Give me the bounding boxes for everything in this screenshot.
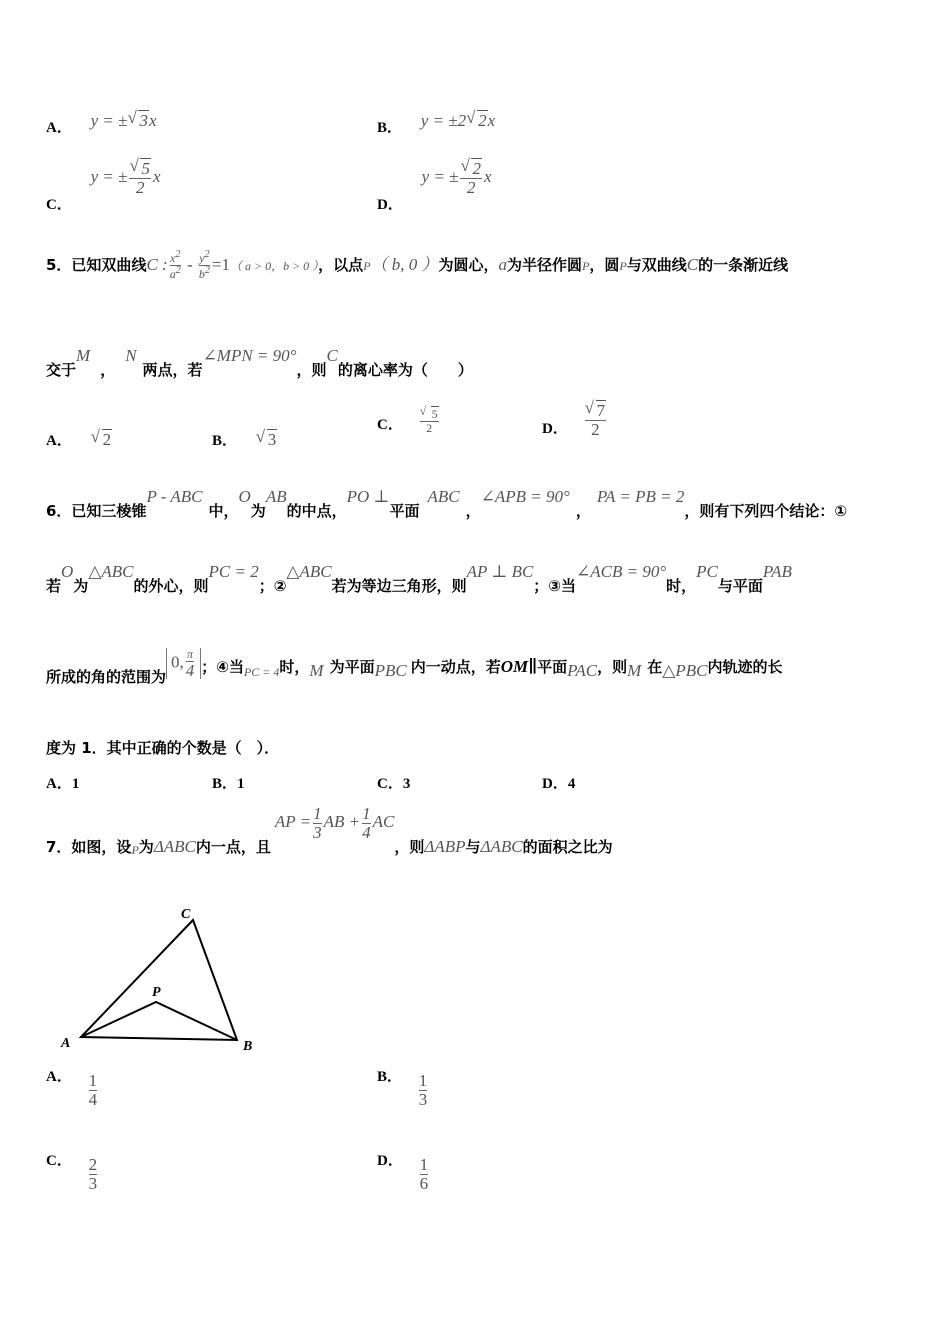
expr-suffix: x xyxy=(487,111,496,130)
vertex-label-p: P xyxy=(152,985,161,1000)
triangle-pbc: △PBC xyxy=(662,661,708,681)
radicand: 7 xyxy=(596,401,606,420)
point-m: M xyxy=(76,346,91,365)
point-p: P xyxy=(619,259,627,273)
fraction-y2-b2: $\frac{y^2}{b^2}$ xyxy=(198,249,210,281)
expr-suffix: x xyxy=(152,167,161,187)
angle-interval: 0, $\frac{\pi}{4}$ xyxy=(166,648,201,679)
q7-option-b[interactable] xyxy=(377,1068,429,1109)
equals-one: =1 xyxy=(211,255,230,274)
q6-text: 的中点， xyxy=(286,502,347,520)
q4-option-b[interactable] xyxy=(377,111,496,137)
q6-option-b[interactable]: B．1 xyxy=(212,776,245,792)
q5-text: 交于 xyxy=(46,361,77,379)
expr-suffix: x xyxy=(148,111,157,130)
plane-abc: ABC xyxy=(427,487,460,506)
denominator: 2 xyxy=(135,177,145,197)
q5-line-2 xyxy=(46,345,473,379)
q6-text: 内一动点，若 xyxy=(410,658,501,677)
q6-option-a[interactable]: A．1 xyxy=(46,776,80,792)
q4-option-a[interactable] xyxy=(46,111,157,137)
q6-option-d[interactable]: D．4 xyxy=(542,776,576,792)
option-label: C． xyxy=(377,416,403,433)
pc-eq-2: PC = 2 xyxy=(208,562,259,581)
radicand: 2 xyxy=(102,430,112,449)
option-label: D． xyxy=(377,197,403,214)
q5-text: 的离心率为（ ） xyxy=(337,361,473,379)
q7-option-a[interactable] xyxy=(46,1068,99,1109)
q5-option-d[interactable] xyxy=(542,402,608,439)
q6-text: 中， xyxy=(208,502,239,520)
q5-text: 的一条渐近线 xyxy=(698,256,789,274)
point-n: N xyxy=(125,346,137,365)
q7-line-1 xyxy=(46,804,613,858)
option-label: C． xyxy=(46,197,72,214)
denominator: 2 xyxy=(591,419,600,439)
center: （ b, 0 ） xyxy=(370,255,439,274)
fraction-x2-a2: $\frac{x^2}{a^2}$ xyxy=(169,249,181,281)
numerator: 2 xyxy=(88,1155,98,1174)
denominator: 2 xyxy=(466,177,476,197)
q6-text: 平面 xyxy=(537,658,568,677)
q4-option-d[interactable] xyxy=(377,159,492,214)
q6-text: 若为等边三角形，则 xyxy=(331,577,467,595)
q6-text: 若 xyxy=(46,577,62,595)
curve-c: C xyxy=(326,346,338,365)
point-m: M xyxy=(627,661,642,681)
option-label: C． xyxy=(46,1152,72,1169)
q7-text: 内一点，且 xyxy=(195,838,271,857)
numerator: 1 xyxy=(88,1071,98,1090)
option-expression xyxy=(90,159,161,197)
plane-pac: PAC xyxy=(567,661,598,681)
q5-text: ，圆 xyxy=(589,256,620,274)
numerator: 1 xyxy=(419,1155,429,1174)
q6-text: 所成的角的范围为 xyxy=(46,668,167,687)
triangle-figure xyxy=(55,900,275,1060)
triangle-abc: △ABC xyxy=(286,562,332,581)
pyramid: P - ABC xyxy=(146,487,203,506)
q6-text: ， xyxy=(465,502,481,520)
triangle-abc: ΔABC xyxy=(480,837,523,857)
point-o: O xyxy=(238,487,251,506)
option-label: A． xyxy=(46,433,72,449)
option-label: B． xyxy=(377,120,403,136)
q5-option-a[interactable] xyxy=(46,429,112,450)
q6-text: 与平面 xyxy=(717,577,763,595)
q6-text: 时， xyxy=(279,658,310,677)
q6-text: ， xyxy=(575,502,591,520)
q6-line-2 xyxy=(46,561,792,595)
q7-text: 与 xyxy=(465,838,481,857)
option-label: B． xyxy=(212,433,238,449)
q6-text: 为 xyxy=(250,502,266,520)
denominator: 6 xyxy=(419,1173,429,1193)
radicand: 5 xyxy=(431,407,438,421)
numerator: 1 xyxy=(418,1071,428,1090)
option-expression xyxy=(421,111,495,130)
angle-apb: ∠APB = 90° xyxy=(480,487,570,506)
segment-pc: PC xyxy=(696,562,718,581)
plane-pab: PAB xyxy=(762,562,792,581)
q6-text: 为 xyxy=(73,577,89,595)
expr-prefix: y = ±2 xyxy=(420,111,467,130)
q5-text: ， xyxy=(100,361,116,379)
q7-option-c[interactable] xyxy=(46,1152,99,1193)
po-perp: PO ⊥ xyxy=(346,487,390,506)
q5-option-c[interactable] xyxy=(377,408,441,434)
option-label: D． xyxy=(542,420,568,437)
q6-option-c[interactable]: C．3 xyxy=(377,776,411,792)
point-p: P xyxy=(582,259,590,273)
q6-text: 在 xyxy=(647,658,663,677)
denominator: 3 xyxy=(88,1173,98,1193)
q6-text: 内轨迹的长 xyxy=(707,658,783,677)
q4-option-c[interactable] xyxy=(46,159,161,214)
q6-line-1 xyxy=(46,486,848,520)
q6-line-3 xyxy=(46,647,783,687)
option-label: A． xyxy=(46,120,72,136)
q7-option-d[interactable] xyxy=(377,1152,430,1193)
angle-acb: ∠ACB = 90° xyxy=(576,562,667,581)
triangle-abp: ΔABP xyxy=(424,837,466,857)
q5-option-b[interactable] xyxy=(212,429,277,450)
q6-text: ；② xyxy=(258,577,287,595)
angle-mpn: ∠MPN = 90° xyxy=(202,346,297,365)
triangle-abc: ΔABC xyxy=(153,837,196,857)
ap-perp-bc: AP ⊥ BC xyxy=(466,562,534,581)
q5-text: ，以点 xyxy=(318,256,364,274)
option-expression xyxy=(91,111,157,130)
denominator: 4 xyxy=(88,1089,98,1109)
expr-prefix: y = ± xyxy=(90,111,128,130)
q7-text: ，则 xyxy=(394,838,425,857)
radicand: 3 xyxy=(139,111,148,130)
point-p: P xyxy=(363,259,371,273)
q6-text: 为平面 xyxy=(329,658,375,677)
denominator: 2 xyxy=(426,420,433,435)
q7-text: 的面积之比为 xyxy=(522,838,613,857)
q6-text: 平面 xyxy=(389,502,420,520)
expr-prefix: y = ± xyxy=(421,167,459,187)
pc-eq-4: PC = 4 xyxy=(243,665,280,680)
triangle-abc-shape xyxy=(81,920,237,1040)
option-label: D． xyxy=(377,1152,403,1169)
expr-suffix: x xyxy=(483,167,492,187)
q7-text: 为 xyxy=(138,838,154,857)
condition: （ a > 0，b > 0 ） xyxy=(229,259,319,273)
curve-c: C xyxy=(686,255,699,274)
vector-equation: AP = $\frac{1}{3}$ AB + $\frac{1}{4}$ AC xyxy=(274,804,395,842)
vertex-label-c: C xyxy=(181,907,191,922)
point-o: O xyxy=(61,562,74,581)
om-parallel: OM∥ xyxy=(500,657,538,677)
point-p: P xyxy=(131,843,139,858)
option-label: B． xyxy=(377,1068,403,1085)
triangle-abp-shape xyxy=(81,1002,237,1040)
point-m: M xyxy=(309,661,324,681)
radicand: 3 xyxy=(267,430,277,449)
q6-text: 时， xyxy=(666,577,697,595)
curve-name: C : xyxy=(146,255,168,274)
radicand: 2 xyxy=(478,111,487,130)
q6-line-4: 度为 1．其中正确的个数是（ ）． xyxy=(46,739,280,757)
expr-prefix: y = ± xyxy=(90,167,128,187)
radicand: 5 xyxy=(141,159,150,178)
q5-line-1: 5．已知双曲线C : $\frac{x^2}{a^2}$ - $\frac{y^2}{b^2}$ =1（ a > 0，b > 0 ），以点P（ b, 0 ）为圆心，a为半径作圆P，圆P与双曲线C的一条渐近线 xyxy=(46,249,789,281)
option-label: A． xyxy=(46,1068,72,1085)
q6-text: 6．已知三棱锥 xyxy=(46,502,147,520)
q7-text: 7．如图，设 xyxy=(46,838,132,857)
q5-text: ，则 xyxy=(296,361,327,379)
q6-text: ；③当 xyxy=(533,577,576,595)
vertex-label-a: A xyxy=(61,1036,71,1051)
q5-text: 两点，若 xyxy=(142,361,203,379)
q5-text: 为半径作圆 xyxy=(507,256,583,274)
pa-pb: PA = PB = 2 xyxy=(596,487,685,506)
radicand: 2 xyxy=(472,159,481,178)
q6-text: 的外心，则 xyxy=(133,577,209,595)
vertex-label-b: B xyxy=(243,1039,253,1054)
option-expression xyxy=(421,159,492,197)
q5-text: 与双曲线 xyxy=(626,256,687,274)
segment-ab: AB xyxy=(265,487,287,506)
q6-text: ，则有下列四个结论：① xyxy=(684,502,848,520)
q5-text: 为圆心， xyxy=(438,256,499,274)
q5-text: 5．已知双曲线 xyxy=(46,256,147,274)
triangle-abc: △ABC xyxy=(88,562,134,581)
plane-pbc: PBC xyxy=(374,661,407,681)
q6-text: ；④当 xyxy=(201,658,244,677)
denominator: 3 xyxy=(418,1089,428,1109)
q6-text: ，则 xyxy=(597,658,628,677)
radius: a xyxy=(498,255,508,274)
